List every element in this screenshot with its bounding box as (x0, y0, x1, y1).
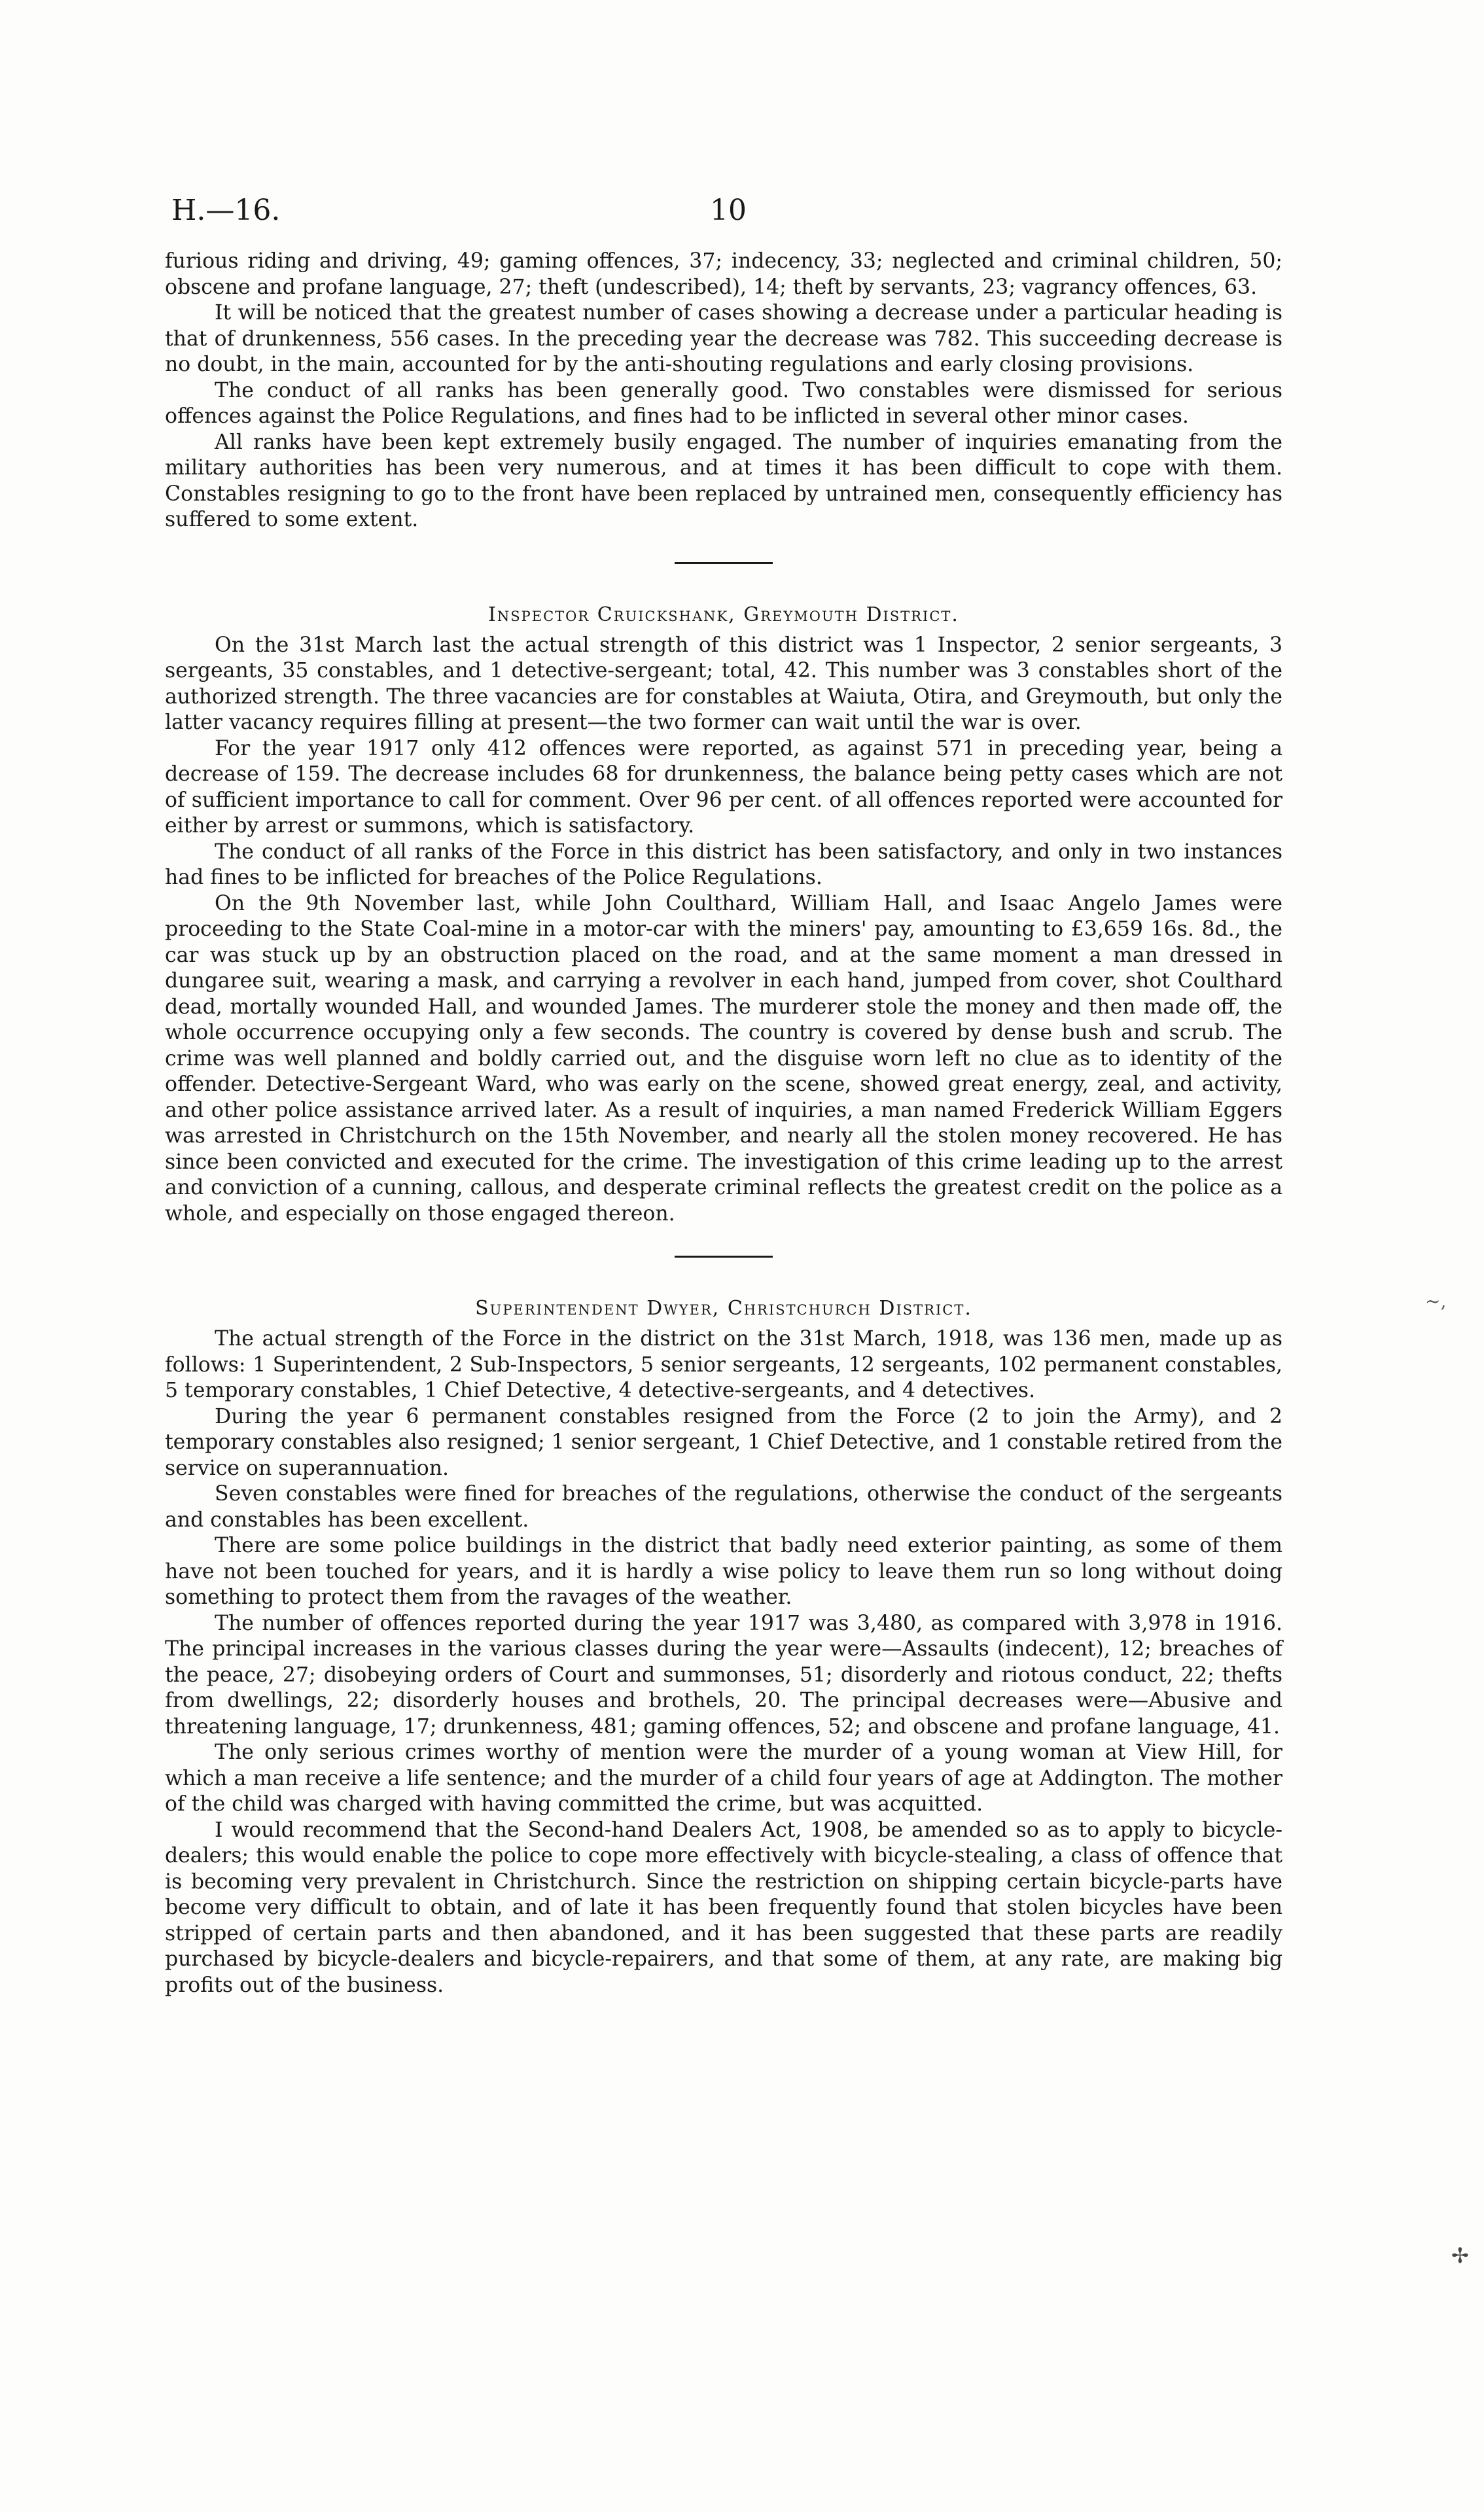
greymouth-paragraph: The conduct of all ranks of the Force in this district has been satisfactory, and only in two instances had fines to be inflicted for breaches of the Police Regulations. (165, 840, 1282, 889)
page-body (165, 249, 1282, 1998)
intro-paragraph: The conduct of all ranks has been generally good. Two constables were dismissed for serious offences against the Police Regulations, and fines had to be inflicted in several other minor cases. (165, 378, 1282, 428)
greymouth-paragraph: On the 9th November last, while John Coulthard, William Hall, and Isaac Angelo James were proceeding to the State Coal-mine in a motor-car with the miners' pay, amounting to £3,659 16s. 8d., the car was stuck up by an obstruction placed on the road, and at the same moment a man dressed in dungaree suit, wearing a mask, and carrying a revolver in each hand, jumped from cover, shot Coulthard dead, mortally wounded Hall, and wounded James. The murderer stole the money and then made off, the whole occurrence occupying only a few seconds. The country is covered by dense bush and scrub. The crime was well planned and boldly carried out, and the disguise worn left no clue as to identity of the offender. Detective-Sergeant Ward, who was early on the scene, showed great energy, zeal, and activity, and other police assistance arrived later. As a result of inquiries, a man named Frederick William Eggers was arrested in Christchurch on the 15th November, and nearly all the stolen money recovered. He has since been convicted and executed for the crime. The investigation of this crime leading up to the arrest and conviction of a cunning, callous, and desperate criminal reflects the greatest credit on the police as a whole, and especially on those engaged thereon. (165, 891, 1282, 1226)
margin-mark: ✢ (1451, 2243, 1469, 2268)
greymouth-paragraph: On the 31st March last the actual strength of this district was 1 Inspector, 2 senior sergeants, 3 sergeants, 35 constables, and 1 detective-sergeant; total, 42. This number was 3 constables short of the authorized strength. The three vacancies are for constables at Waiuta, Otira, and Greymouth, but only the latter vacancy requires filling at present—the two former can wait until the war is over. (165, 633, 1282, 734)
intro-paragraph: furious riding and driving, 49; gaming offences, 37; indecency, 33; neglected and criminal children, 50; obscene and profane language, 27; theft (undescribed), 14; theft by servants, 23; vagrancy offences, 63. (165, 249, 1282, 299)
intro-paragraph: All ranks have been kept extremely busily engaged. The number of inquiries emanating from the military authorities has been very numerous, and at times it has been difficult to cope with them. Constables resigning to go to the front have been replaced by untrained men, consequently efficiency has suffered to some extent. (165, 430, 1282, 531)
christchurch-paragraph: The number of offences reported during the year 1917 was 3,480, as compared with 3,978 in 1916. The principal increases in the various classes during the year were—Assaults (indecent), 12; breaches of the peace, 27; disobeying orders of Court and summonses, 51; disorderly and riotous conduct, 22; thefts from dwellings, 22; disorderly houses and brothels, 20. The principal decreases were—Abusive and threatening language, 17; drunkenness, 481; gaming offences, 52; and obscene and profane language, 41. (165, 1611, 1282, 1739)
greymouth-heading: Inspector Cruickshank, Greymouth District. (488, 603, 959, 626)
section-divider (675, 562, 773, 564)
christchurch-paragraph: There are some police buildings in the district that badly need exterior painting, as some of them have not been touched for years, and it is hardly a wise policy to leave them run so long without doing something to protect them from the ravages of the weather. (165, 1534, 1282, 1609)
christchurch-paragraph: During the year 6 permanent constables resigned from the Force (2 to join the Army), and 2 temporary constables also resigned; 1 senior sergeant, 1 Chief Detective, and 1 constable retired from the service on superannuation. (165, 1404, 1282, 1480)
christchurch-paragraph: I would recommend that the Second-hand Dealers Act, 1908, be amended so as to apply to bicycle-dealers; this would enable the police to cope more effectively with bicycle-stealing, a class of offence that is becoming very prevalent in Christchurch. Since the restriction on shipping certain bicycle-parts have become very difficult to obtain, and of late it has been frequently found that stolen bicycles have been stripped of certain parts and then abandoned, and it has been suggested that these parts are readily purchased by bicycle-dealers and bicycle-repairers, and that some of them, at any rate, are making big profits out of the business. (165, 1818, 1282, 1997)
document-reference: H.—16. (171, 194, 281, 227)
greymouth-paragraph: For the year 1917 only 412 offences were reported, as against 571 in preceding year, being a decrease of 159. The decrease includes 68 for drunkenness, the balance being petty cases which are not of sufficient importance to call for comment. Over 96 per cent. of all offences reported were accounted for either by arrest or summons, which is satisfactory. (165, 736, 1282, 838)
christchurch-paragraph: The actual strength of the Force in the district on the 31st March, 1918, was 136 men, made up as follows: 1 Superintendent, 2 Sub-Inspectors, 5 senior sergeants, 12 sergeants, 102 permanent constables, 5 temporary constables, 1 Chief Detective, 4 detective-sergeants, and 4 detectives. (165, 1327, 1282, 1402)
page-header (0, 194, 1484, 239)
margin-mark: ~, (1425, 1290, 1447, 1312)
section-divider (675, 1256, 773, 1258)
intro-paragraph: It will be noticed that the greatest number of cases showing a decrease under a particular heading is that of drunkenness, 556 cases. In the preceding year the decrease was 782. This succeeding decrease is no doubt, in the main, accounted for by the anti-shouting regulations and early closing provisions. (165, 301, 1282, 376)
christchurch-paragraph: The only serious crimes worthy of mention were the murder of a young woman at View Hill, for which a man receive a life sentence; and the murder of a child four years of age at Addington. The mother of the child was charged with having committed the crime, but was acquitted. (165, 1741, 1282, 1816)
christchurch-paragraph: Seven constables were fined for breaches of the regulations, otherwise the conduct of the sergeants and constables has been excellent. (165, 1482, 1282, 1532)
christchurch-heading: Superintendent Dwyer, Christchurch District. (475, 1297, 972, 1320)
page-number: 10 (710, 194, 747, 227)
